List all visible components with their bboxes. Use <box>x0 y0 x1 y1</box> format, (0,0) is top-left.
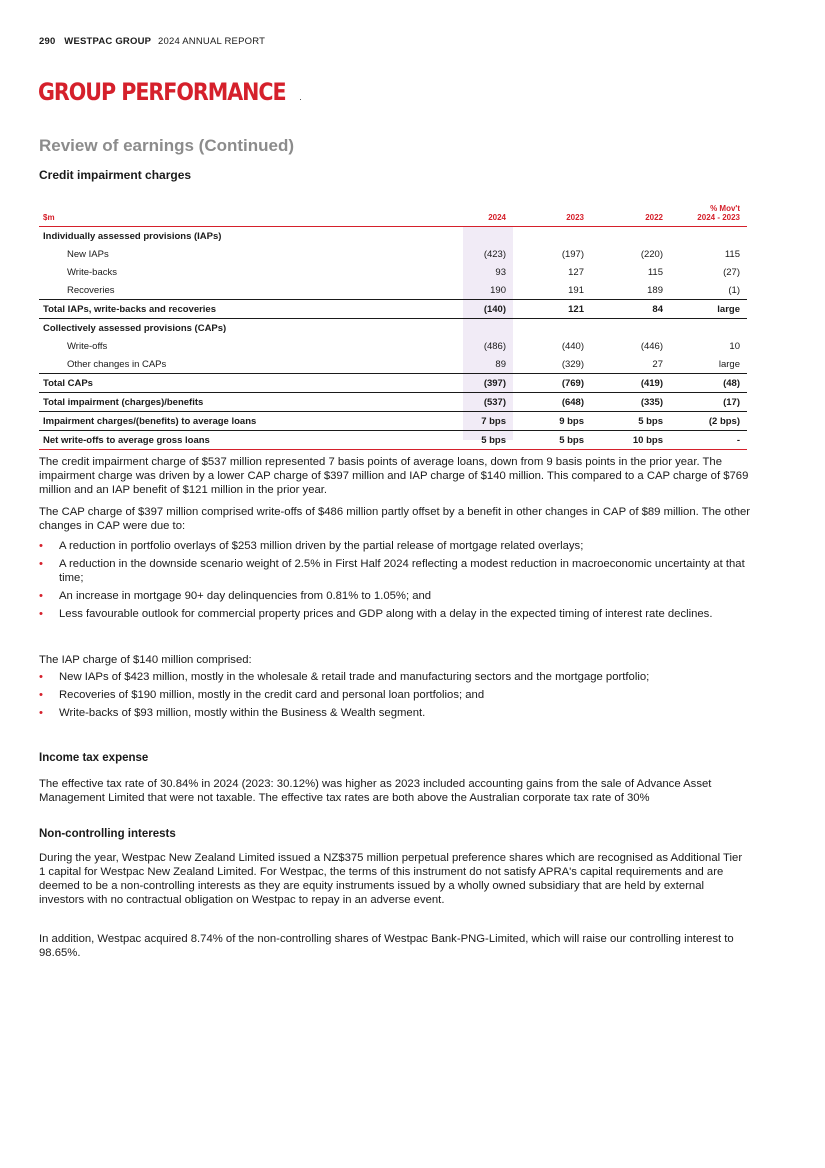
credit-impairment-table <box>39 200 747 450</box>
running-header <box>39 36 265 47</box>
paragraph-text: The CAP charge of $397 million comprised write-offs of $486 million partly offset by a benefit in other changes in CAP of $89 million. The other changes in CAP were due to: <box>39 506 751 532</box>
movement-header-line2: 2024 - 2023 <box>697 213 740 222</box>
cell-2024: (397) <box>483 378 506 389</box>
cell-2022: (419) <box>640 378 663 389</box>
cell-2024: 89 <box>495 359 506 370</box>
table-row <box>39 245 747 263</box>
paragraph-text: The credit impairment charge of $537 million represented 7 basis points of average loans, down from 9 basis points in the prior year. The impairment charge was driven by a lower CAP charge of $397 million and IAP charge of $140 million. This compared to a CAP charge of $769 million and an IAP benefit of $121 million in the prior year. <box>39 456 749 496</box>
cell-movement: (27) <box>723 267 740 278</box>
cell-2023: (197) <box>561 249 584 260</box>
list-item: • Less favourable outlook for commercial property prices and GDP along with a delay in the expected timing of interest rate declines. <box>39 607 751 621</box>
row-label: Total IAPs, write-backs and recoveries <box>43 304 217 315</box>
cell-2022: 115 <box>647 267 663 278</box>
cell-2024: (537) <box>483 397 506 408</box>
row-label: Other changes in CAPs <box>67 359 167 370</box>
cell-2024: (423) <box>483 249 506 260</box>
nci-heading: Non-controlling interests <box>39 828 176 840</box>
row-label: Recoveries <box>67 285 115 296</box>
cell-2022: 10 bps <box>632 435 663 446</box>
row-label: Net write-offs to average gross loans <box>43 435 210 446</box>
row-label: Total CAPs <box>43 378 93 389</box>
page-subtitle: Review of earnings (Continued) <box>39 136 295 155</box>
cell-2024: 93 <box>495 267 506 278</box>
cell-2024: (140) <box>483 304 506 315</box>
cell-movement: (2 bps) <box>708 416 740 427</box>
table-row <box>39 281 747 300</box>
cell-movement: large <box>717 304 740 315</box>
table-row <box>39 355 747 374</box>
iap-bullet-list <box>39 670 751 724</box>
cell-2022: 84 <box>652 304 663 315</box>
list-item: • An increase in mortgage 90+ day delinquencies from 0.81% to 1.05%; and <box>39 589 751 603</box>
company-name: WESTPAC GROUP <box>64 36 152 47</box>
cell-2024: 7 bps <box>481 416 506 427</box>
paragraph-text: The effective tax rate of 30.84% in 2024 (2023: 30.12%) was higher as 2023 included accounting gains from the sale of Advance Asset Management Limited that were not taxable. The effective tax rates are both above the Australian corporate tax rate of 30% <box>39 778 712 804</box>
cell-2022: 189 <box>647 285 663 296</box>
cell-movement: (1) <box>728 285 740 296</box>
table-row <box>39 319 747 337</box>
cell-movement: 115 <box>724 249 740 260</box>
cell-2022: 27 <box>652 359 663 370</box>
table-row <box>39 263 747 281</box>
table-row-total <box>39 300 747 319</box>
table-row-total <box>39 393 747 412</box>
cell-2023: 191 <box>568 285 584 296</box>
cell-2023: 127 <box>568 267 584 278</box>
cell-2023: 9 bps <box>559 416 584 427</box>
table-header <box>39 200 747 227</box>
cell-2023: (329) <box>561 359 584 370</box>
cell-2022: (335) <box>640 397 663 408</box>
row-label: Total impairment (charges)/benefits <box>43 397 204 408</box>
cell-2023: 121 <box>568 304 584 315</box>
cap-bullet-list <box>39 539 751 625</box>
paragraph-iap-charge <box>39 653 751 667</box>
cell-2022: 5 bps <box>638 416 663 427</box>
table-row-total <box>39 374 747 393</box>
col-2023-header: 2023 <box>566 213 584 222</box>
row-label: New IAPs <box>67 249 109 260</box>
table-row <box>39 431 747 450</box>
paragraph-nci-1 <box>39 851 751 907</box>
cell-2022: (220) <box>640 249 663 260</box>
report-name: 2024 ANNUAL REPORT <box>158 36 266 47</box>
list-item: • New IAPs of $423 million, mostly in the wholesale & retail trade and manufacturing sectors and the mortgage portfolio; <box>39 670 751 684</box>
section-title: GROUP PERFORMANCE <box>38 78 286 106</box>
list-item: • A reduction in the downside scenario weight of 2.5% in First Half 2024 reflecting a modest reduction in macroeconomic uncertainty at that time; <box>39 557 751 585</box>
col-movement-header <box>697 204 740 222</box>
cell-2023: 5 bps <box>559 435 584 446</box>
cell-2024: 5 bps <box>481 435 506 446</box>
cell-movement: - <box>736 435 740 446</box>
list-item: • A reduction in portfolio overlays of $253 million driven by the partial release of mortgage related overlays; <box>39 539 751 553</box>
movement-header-line1: % Mov't <box>710 204 740 213</box>
table-row <box>39 412 747 431</box>
table-row <box>39 227 747 245</box>
cell-movement: (17) <box>723 397 740 408</box>
income-tax-heading: Income tax expense <box>39 752 149 764</box>
paragraph-impairment-summary <box>39 455 751 497</box>
cell-movement: 10 <box>729 341 740 352</box>
col-2024-header: 2024 <box>488 213 506 222</box>
table-title: Credit impairment charges <box>39 168 192 182</box>
cell-movement: (48) <box>723 378 740 389</box>
row-label: Impairment charges/(benefits) to average loans <box>43 416 257 427</box>
list-item: • Recoveries of $190 million, mostly in the credit card and personal loan portfolios; and <box>39 688 751 702</box>
table-row <box>39 337 747 355</box>
paragraph-text: The IAP charge of $140 million comprised: <box>39 654 252 666</box>
page-number: 290 <box>39 36 56 47</box>
cell-2023: (648) <box>561 397 584 408</box>
col-2022-header: 2022 <box>645 213 663 222</box>
cell-2023: (440) <box>561 341 584 352</box>
paragraph-nci-2 <box>39 932 751 960</box>
row-label: Individually assessed provisions (IAPs) <box>43 231 222 242</box>
cell-2023: (769) <box>561 378 584 389</box>
paragraph-cap-charge <box>39 505 751 533</box>
unit-header: $m <box>43 213 55 222</box>
row-label: Write-backs <box>67 267 117 278</box>
cell-2022: (446) <box>640 341 663 352</box>
cell-movement: large <box>718 359 740 370</box>
row-label: Write-offs <box>67 341 108 352</box>
paragraph-text: During the year, Westpac New Zealand Limited issued a NZ$375 million perpetual preference shares which are recognised as Additional Tier 1 capital for Westpac New Zealand Limited. For Westpac, the terms of this instrument do not satisfy APRA's capital requirements and are deemed to be a non-controlling interests as they are equity instruments issued by a wholly owned subsidiary that are held by external investors with no contractual obligation on Westpac to repay in an adverse event. <box>39 852 743 906</box>
list-item: • Write-backs of $93 million, mostly within the Business & Wealth segment. <box>39 706 751 720</box>
paragraph-income-tax <box>39 777 751 805</box>
row-label: Collectively assessed provisions (CAPs) <box>43 323 227 334</box>
paragraph-text: In addition, Westpac acquired 8.74% of the non-controlling shares of Westpac Bank-PNG-Limited, which will raise our controlling interest to 98.65%. <box>39 933 734 959</box>
cell-2024: 190 <box>490 285 506 296</box>
cell-2024: (486) <box>483 341 506 352</box>
stray-dot <box>300 99 301 100</box>
